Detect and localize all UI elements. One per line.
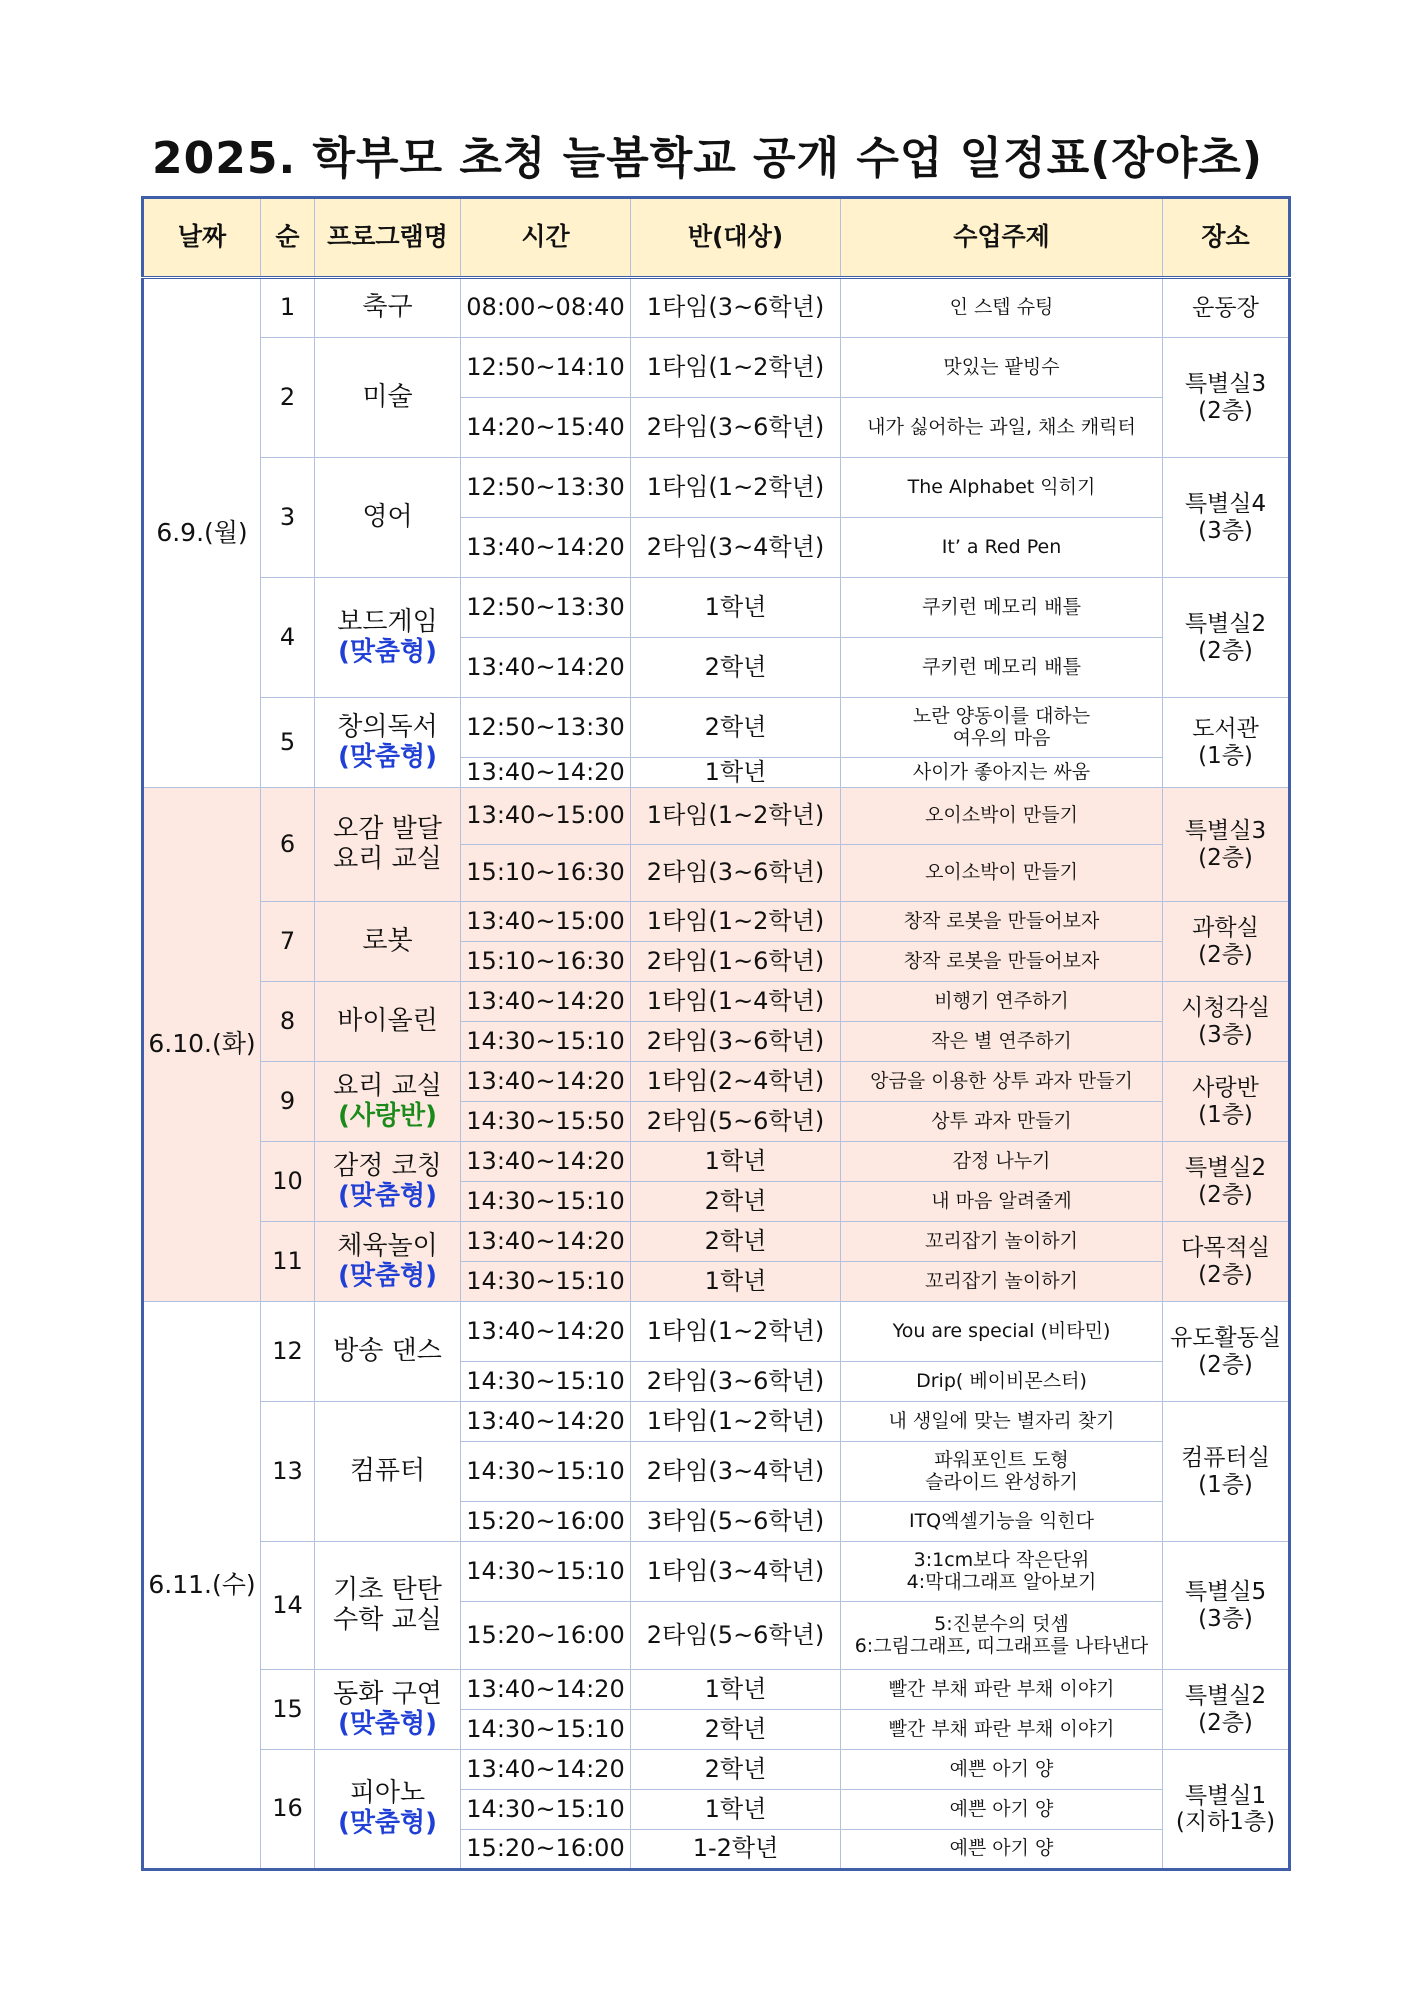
seq-cell: 4 xyxy=(261,578,315,698)
class-cell: 2학년 xyxy=(631,1710,841,1750)
program-cell xyxy=(315,982,461,1062)
program-name: 기초 탄탄 xyxy=(333,1574,442,1605)
topic-cell xyxy=(841,1830,1163,1870)
class-cell: 1타임(1~2학년) xyxy=(631,458,841,518)
program-name: 로봇 xyxy=(362,925,413,956)
topic-cell xyxy=(841,1102,1163,1142)
program-name: 오감 발달 xyxy=(333,813,442,844)
class-cell: 1타임(1~2학년) xyxy=(631,1402,841,1442)
table-row xyxy=(143,1222,1290,1262)
topic-cell xyxy=(841,1790,1163,1830)
topic-line: 꼬리잡기 놀이하기 xyxy=(925,1269,1078,1292)
class-cell: 1타임(1~2학년) xyxy=(631,788,841,845)
seq-cell: 14 xyxy=(261,1542,315,1670)
topic-line: 내 마음 알려줄게 xyxy=(931,1189,1072,1212)
topic-line: 꼬리잡기 놀이하기 xyxy=(925,1229,1078,1252)
place-line: (1층) xyxy=(1198,742,1253,769)
topic-cell xyxy=(841,1362,1163,1402)
program-cell xyxy=(315,338,461,458)
program-cell xyxy=(315,902,461,982)
header-date: 날짜 xyxy=(143,198,261,278)
topic-line: 빨간 부채 파란 부채 이야기 xyxy=(888,1677,1115,1700)
place-cell xyxy=(1163,1062,1290,1142)
class-cell: 2타임(5~6학년) xyxy=(631,1602,841,1670)
class-cell: 3타임(5~6학년) xyxy=(631,1502,841,1542)
header-topic: 수업주제 xyxy=(841,198,1163,278)
class-cell: 2타임(3~4학년) xyxy=(631,1442,841,1502)
place-cell xyxy=(1163,1542,1290,1670)
place-cell xyxy=(1163,788,1290,902)
place-line: 특별실2 xyxy=(1184,1683,1267,1710)
topic-line: 사이가 좋아지는 싸움 xyxy=(912,760,1091,783)
time-cell: 14:30~15:10 xyxy=(461,1022,631,1062)
class-cell: 2타임(3~6학년) xyxy=(631,845,841,902)
topic-cell xyxy=(841,578,1163,638)
topic-line: 인 스텝 슈팅 xyxy=(949,296,1054,319)
time-cell: 15:10~16:30 xyxy=(461,942,631,982)
seq-cell: 15 xyxy=(261,1670,315,1750)
topic-cell xyxy=(841,1302,1163,1362)
place-line: (3층) xyxy=(1198,1605,1253,1632)
schedule-body xyxy=(143,278,1290,1870)
class-cell: 1학년 xyxy=(631,1142,841,1182)
class-cell: 1타임(2~4학년) xyxy=(631,1062,841,1102)
class-cell: 2타임(5~6학년) xyxy=(631,1102,841,1142)
place-cell xyxy=(1163,902,1290,982)
place-cell xyxy=(1163,278,1290,338)
topic-line: It’ a Red Pen xyxy=(941,535,1062,558)
class-cell: 1학년 xyxy=(631,1790,841,1830)
schedule-table xyxy=(141,196,1291,1871)
topic-cell xyxy=(841,1502,1163,1542)
topic-cell xyxy=(841,1710,1163,1750)
place-line: (2층) xyxy=(1198,637,1253,664)
class-cell: 1타임(1~4학년) xyxy=(631,982,841,1022)
topic-cell xyxy=(841,338,1163,398)
program-name: 방송 댄스 xyxy=(333,1335,442,1366)
topic-cell xyxy=(841,788,1163,845)
place-line: 특별실2 xyxy=(1184,1155,1267,1182)
time-cell: 15:20~16:00 xyxy=(461,1830,631,1870)
topic-cell xyxy=(841,638,1163,698)
place-line: 특별실2 xyxy=(1184,611,1267,638)
time-cell: 14:30~15:10 xyxy=(461,1262,631,1302)
time-cell: 13:40~14:20 xyxy=(461,1670,631,1710)
time-cell: 13:40~14:20 xyxy=(461,1302,631,1362)
table-row xyxy=(143,1062,1290,1102)
table-row xyxy=(143,902,1290,942)
program-type-label: (맞춤형) xyxy=(337,1808,438,1838)
topic-line: 노란 양동이를 대하는 xyxy=(912,704,1091,727)
place-line: (지하1층) xyxy=(1175,1809,1276,1835)
topic-line: 감정 나누기 xyxy=(952,1149,1051,1172)
program-name: 미술 xyxy=(362,381,413,412)
place-line: 도서관 xyxy=(1192,716,1259,743)
topic-line: 앙금을 이용한 상투 과자 만들기 xyxy=(870,1069,1133,1092)
topic-line: 비행기 연주하기 xyxy=(934,989,1069,1012)
program-name: 요리 교실 xyxy=(333,1070,442,1101)
place-line: 사랑반 xyxy=(1192,1075,1259,1102)
topic-line: 쿠키런 메모리 배틀 xyxy=(922,655,1081,678)
time-cell: 13:40~14:20 xyxy=(461,1222,631,1262)
place-cell xyxy=(1163,578,1290,698)
header-row xyxy=(143,198,1290,278)
class-cell: 2타임(3~6학년) xyxy=(631,398,841,458)
class-cell: 2학년 xyxy=(631,1222,841,1262)
place-line: (3층) xyxy=(1198,517,1253,544)
topic-line: 쿠키런 메모리 배틀 xyxy=(922,595,1081,618)
topic-line: 예쁜 아기 양 xyxy=(949,1797,1054,1820)
topic-line: Drip( 베이비몬스터) xyxy=(916,1369,1087,1392)
place-line: 운동장 xyxy=(1192,294,1259,321)
time-cell: 13:40~14:20 xyxy=(461,638,631,698)
table-row xyxy=(143,1142,1290,1182)
time-cell: 13:40~14:20 xyxy=(461,1142,631,1182)
topic-cell xyxy=(841,1062,1163,1102)
program-cell xyxy=(315,1750,461,1870)
table-row xyxy=(143,698,1290,758)
table-row xyxy=(143,278,1290,338)
class-cell: 1타임(1~2학년) xyxy=(631,1302,841,1362)
header-time: 시간 xyxy=(461,198,631,278)
topic-line: 여우의 마음 xyxy=(952,726,1051,749)
topic-line: 맛있는 팥빙수 xyxy=(943,355,1060,378)
place-cell xyxy=(1163,1670,1290,1750)
time-cell: 12:50~13:30 xyxy=(461,458,631,518)
place-cell xyxy=(1163,1750,1290,1870)
program-name: 피아노 xyxy=(349,1778,426,1809)
program-cell xyxy=(315,1222,461,1302)
time-cell: 13:40~14:20 xyxy=(461,518,631,578)
time-cell: 14:30~15:10 xyxy=(461,1790,631,1830)
program-cell xyxy=(315,1062,461,1142)
place-line: (2층) xyxy=(1198,1261,1253,1288)
topic-line: 창작 로봇을 만들어보자 xyxy=(903,949,1100,972)
table-row xyxy=(143,1750,1290,1790)
class-cell: 1학년 xyxy=(631,1670,841,1710)
topic-line: 작은 별 연주하기 xyxy=(931,1029,1072,1052)
class-cell: 1학년 xyxy=(631,1262,841,1302)
place-line: 시청각실 xyxy=(1181,995,1270,1022)
time-cell: 14:30~15:10 xyxy=(461,1182,631,1222)
topic-line: 6:그림그래프, 띠그래프를 나타낸다 xyxy=(854,1634,1149,1657)
topic-line: 내가 싫어하는 과일, 채소 캐릭터 xyxy=(867,415,1136,438)
topic-cell xyxy=(841,902,1163,942)
time-cell: 14:30~15:10 xyxy=(461,1710,631,1750)
class-cell: 1타임(3~4학년) xyxy=(631,1542,841,1602)
program-cell xyxy=(315,1542,461,1670)
class-cell: 2타임(1~6학년) xyxy=(631,942,841,982)
time-cell: 15:20~16:00 xyxy=(461,1602,631,1670)
time-cell: 12:50~13:30 xyxy=(461,578,631,638)
time-cell: 13:40~15:00 xyxy=(461,788,631,845)
time-cell: 14:30~15:10 xyxy=(461,1442,631,1502)
time-cell: 14:20~15:40 xyxy=(461,398,631,458)
program-name: 요리 교실 xyxy=(333,843,442,874)
place-line: 컴퓨터실 xyxy=(1181,1445,1270,1472)
program-cell xyxy=(315,1302,461,1402)
time-cell: 13:40~14:20 xyxy=(461,1402,631,1442)
program-type-label: (맞춤형) xyxy=(337,1180,438,1211)
topic-line: 예쁜 아기 양 xyxy=(949,1757,1054,1780)
table-row xyxy=(143,1302,1290,1362)
topic-line: 4:막대그래프 알아보기 xyxy=(906,1570,1097,1593)
place-line: (3층) xyxy=(1198,1021,1253,1048)
place-line: (2층) xyxy=(1198,844,1253,871)
class-cell: 2학년 xyxy=(631,638,841,698)
topic-line: The Alphabet 익히기 xyxy=(907,475,1096,498)
program-cell xyxy=(315,698,461,788)
seq-cell: 10 xyxy=(261,1142,315,1222)
topic-line: You are special (비타민) xyxy=(892,1319,1111,1342)
topic-cell xyxy=(841,1442,1163,1502)
place-cell xyxy=(1163,1142,1290,1222)
time-cell: 13:40~14:20 xyxy=(461,758,631,788)
place-line: 특별실3 xyxy=(1184,371,1267,398)
program-cell xyxy=(315,458,461,578)
topic-cell xyxy=(841,1542,1163,1602)
class-cell: 2학년 xyxy=(631,1750,841,1790)
topic-line: 창작 로봇을 만들어보자 xyxy=(903,909,1100,932)
seq-cell: 1 xyxy=(261,278,315,338)
program-type-label: (맞춤형) xyxy=(337,636,438,667)
class-cell: 1학년 xyxy=(631,578,841,638)
class-cell: 2학년 xyxy=(631,698,841,758)
place-line: 특별실4 xyxy=(1184,491,1267,518)
topic-line: 슬라이드 완성하기 xyxy=(925,1470,1078,1493)
time-cell: 14:30~15:50 xyxy=(461,1102,631,1142)
date-cell: 6.9.(월) xyxy=(143,278,261,788)
topic-cell xyxy=(841,1142,1163,1182)
program-name: 창의독서 xyxy=(337,711,438,742)
class-cell: 1타임(1~2학년) xyxy=(631,902,841,942)
seq-cell: 9 xyxy=(261,1062,315,1142)
topic-line: 상투 과자 만들기 xyxy=(931,1109,1072,1132)
time-cell: 08:00~08:40 xyxy=(461,278,631,338)
program-cell xyxy=(315,278,461,338)
place-cell xyxy=(1163,698,1290,788)
header-class: 반(대상) xyxy=(631,198,841,278)
table-row xyxy=(143,458,1290,518)
program-name: 컴퓨터 xyxy=(349,1455,426,1486)
place-line: 특별실5 xyxy=(1184,1579,1267,1606)
program-type-label: (사랑반) xyxy=(337,1100,438,1131)
topic-line: 오이소박이 만들기 xyxy=(925,804,1078,827)
place-line: (2층) xyxy=(1198,397,1253,424)
class-cell: 1-2학년 xyxy=(631,1830,841,1870)
class-cell: 1타임(1~2학년) xyxy=(631,338,841,398)
class-cell: 2타임(3~6학년) xyxy=(631,1362,841,1402)
program-cell xyxy=(315,788,461,902)
seq-cell: 11 xyxy=(261,1222,315,1302)
program-cell xyxy=(315,578,461,698)
topic-cell xyxy=(841,458,1163,518)
program-cell xyxy=(315,1142,461,1222)
place-cell xyxy=(1163,1222,1290,1302)
table-row xyxy=(143,1670,1290,1710)
program-type-label: (맞춤형) xyxy=(337,1260,438,1291)
place-line: (1층) xyxy=(1198,1101,1253,1128)
topic-cell xyxy=(841,1182,1163,1222)
time-cell: 13:40~14:20 xyxy=(461,1062,631,1102)
place-cell xyxy=(1163,982,1290,1062)
place-cell xyxy=(1163,458,1290,578)
topic-cell xyxy=(841,1750,1163,1790)
topic-line: 5:진분수의 덧셈 xyxy=(934,1612,1069,1635)
program-name: 감정 코칭 xyxy=(333,1150,442,1181)
place-line: (2층) xyxy=(1198,941,1253,968)
place-line: 특별실3 xyxy=(1184,818,1267,845)
topic-cell xyxy=(841,1402,1163,1442)
date-cell: 6.10.(화) xyxy=(143,788,261,1302)
topic-cell xyxy=(841,845,1163,902)
time-cell: 12:50~14:10 xyxy=(461,338,631,398)
place-line: 유도활동실 xyxy=(1169,1325,1282,1352)
header-seq: 순 xyxy=(261,198,315,278)
topic-cell xyxy=(841,982,1163,1022)
topic-line: 내 생일에 맞는 별자리 찾기 xyxy=(888,1409,1115,1432)
place-line: 다목적실 xyxy=(1181,1235,1270,1262)
topic-line: 빨간 부채 파란 부채 이야기 xyxy=(888,1717,1115,1740)
place-line: (2층) xyxy=(1198,1709,1253,1736)
place-line: (2층) xyxy=(1198,1351,1253,1378)
seq-cell: 2 xyxy=(261,338,315,458)
time-cell: 13:40~14:20 xyxy=(461,1750,631,1790)
topic-line: 오이소박이 만들기 xyxy=(925,861,1078,884)
topic-cell xyxy=(841,1602,1163,1670)
place-line: (1층) xyxy=(1198,1471,1253,1498)
seq-cell: 3 xyxy=(261,458,315,578)
program-name: 수학 교실 xyxy=(333,1604,442,1635)
time-cell: 15:20~16:00 xyxy=(461,1502,631,1542)
header-program: 프로그램명 xyxy=(315,198,461,278)
program-cell xyxy=(315,1670,461,1750)
place-cell xyxy=(1163,1402,1290,1542)
place-cell xyxy=(1163,1302,1290,1402)
class-cell: 1타임(3~6학년) xyxy=(631,278,841,338)
time-cell: 13:40~14:20 xyxy=(461,982,631,1022)
place-line: (2층) xyxy=(1198,1181,1253,1208)
table-row xyxy=(143,982,1290,1022)
topic-cell xyxy=(841,1262,1163,1302)
program-name: 축구 xyxy=(362,292,413,323)
program-name: 동화 구연 xyxy=(333,1678,442,1709)
program-name: 영어 xyxy=(362,501,413,532)
class-cell: 2학년 xyxy=(631,1182,841,1222)
topic-line: ITQ엑셀기능을 익힌다 xyxy=(908,1509,1095,1532)
table-row xyxy=(143,788,1290,845)
topic-cell xyxy=(841,698,1163,758)
place-line: 과학실 xyxy=(1192,915,1259,942)
place-cell xyxy=(1163,338,1290,458)
topic-cell xyxy=(841,1670,1163,1710)
time-cell: 13:40~15:00 xyxy=(461,902,631,942)
class-cell: 2타임(3~4학년) xyxy=(631,518,841,578)
time-cell: 14:30~15:10 xyxy=(461,1542,631,1602)
class-cell: 2타임(3~6학년) xyxy=(631,1022,841,1062)
time-cell: 14:30~15:10 xyxy=(461,1362,631,1402)
seq-cell: 5 xyxy=(261,698,315,788)
program-name: 보드게임 xyxy=(337,606,438,637)
time-cell: 15:10~16:30 xyxy=(461,845,631,902)
topic-cell xyxy=(841,758,1163,788)
table-row xyxy=(143,338,1290,398)
page-title: 2025. 학부모 초청 늘봄학교 공개 수업 일정표(장야초) xyxy=(152,133,1263,184)
seq-cell: 13 xyxy=(261,1402,315,1542)
header-place: 장소 xyxy=(1163,198,1290,278)
seq-cell: 8 xyxy=(261,982,315,1062)
topic-cell xyxy=(841,278,1163,338)
topic-cell xyxy=(841,1022,1163,1062)
program-name: 체육놀이 xyxy=(337,1230,438,1261)
time-cell: 12:50~13:30 xyxy=(461,698,631,758)
program-cell xyxy=(315,1402,461,1542)
place-line: 특별실1 xyxy=(1184,1782,1267,1809)
seq-cell: 12 xyxy=(261,1302,315,1402)
table-row xyxy=(143,1542,1290,1602)
table-row xyxy=(143,578,1290,638)
seq-cell: 7 xyxy=(261,902,315,982)
topic-cell xyxy=(841,398,1163,458)
program-name: 바이올린 xyxy=(337,1005,438,1036)
table-row xyxy=(143,1402,1290,1442)
topic-line: 파워포인트 도형 xyxy=(934,1448,1069,1471)
seq-cell: 16 xyxy=(261,1750,315,1870)
program-type-label: (맞춤형) xyxy=(337,741,438,772)
topic-cell xyxy=(841,942,1163,982)
seq-cell: 6 xyxy=(261,788,315,902)
class-cell: 1학년 xyxy=(631,758,841,788)
program-type-label: (맞춤형) xyxy=(337,1708,438,1739)
topic-cell xyxy=(841,1222,1163,1262)
date-cell: 6.11.(수) xyxy=(143,1302,261,1870)
topic-line: 예쁜 아기 양 xyxy=(949,1837,1054,1860)
topic-line: 3:1cm보다 작은단위 xyxy=(913,1548,1090,1571)
topic-cell xyxy=(841,518,1163,578)
